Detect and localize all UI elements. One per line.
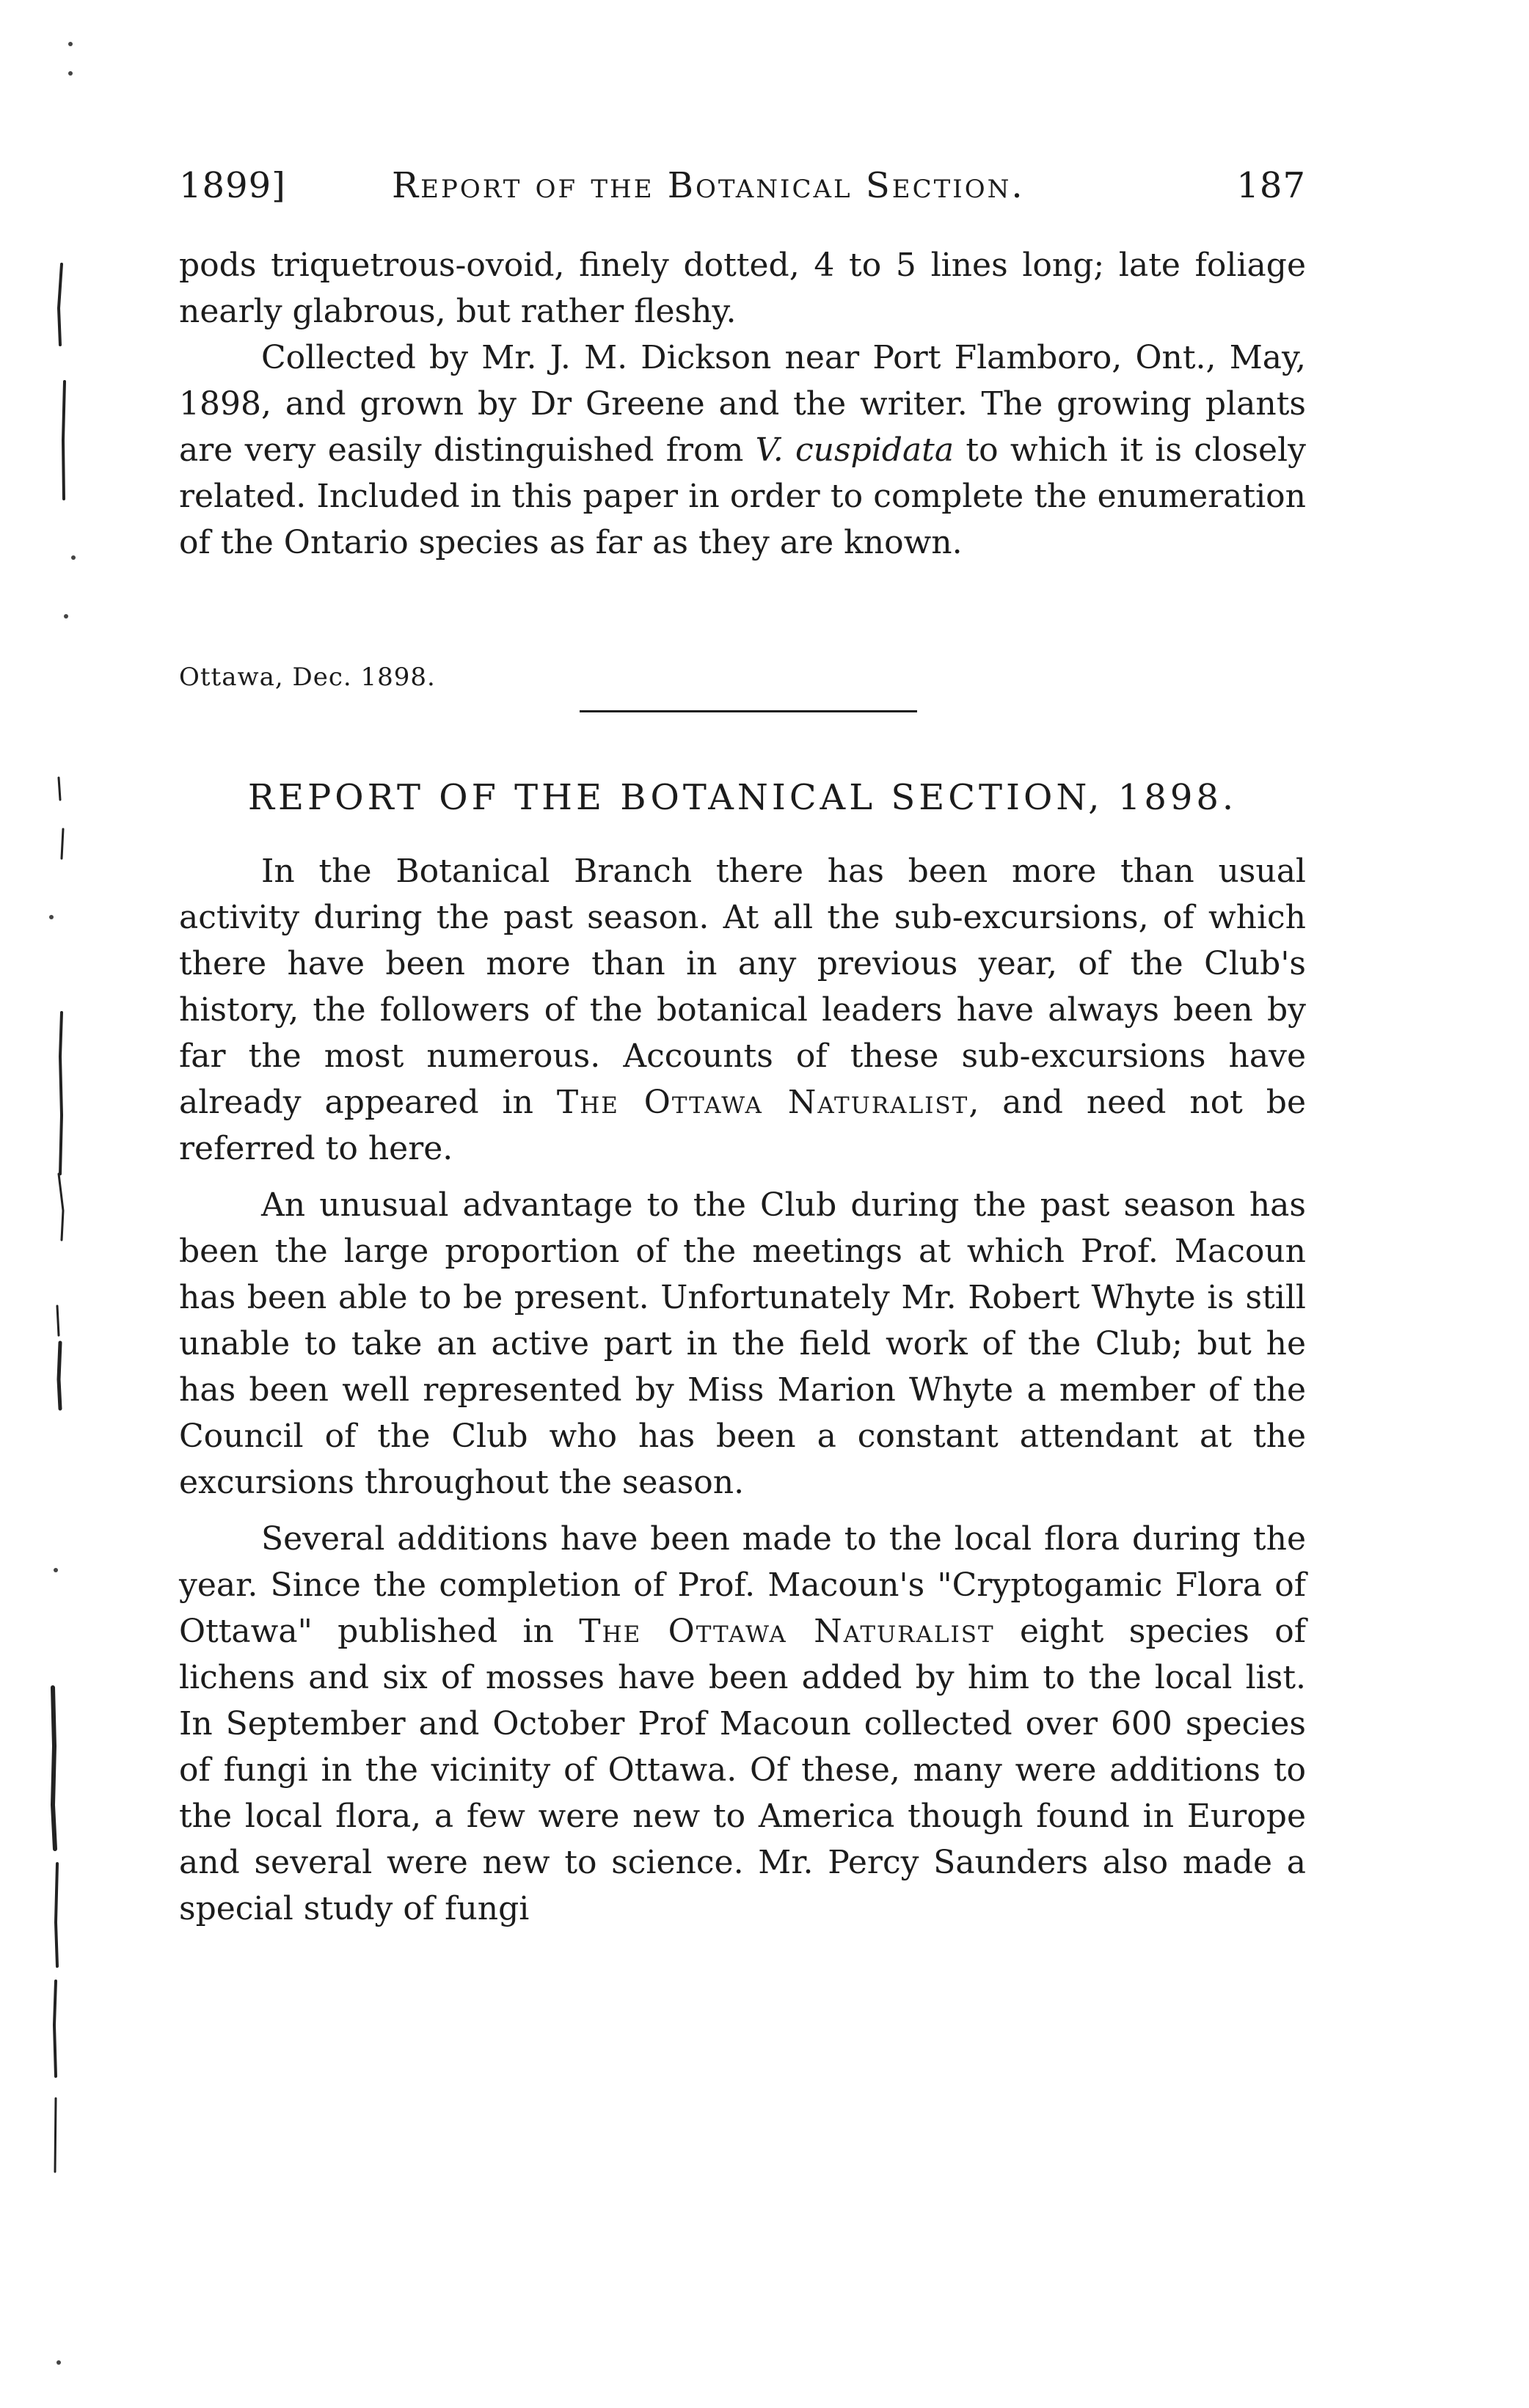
section-body	[179, 848, 1306, 1932]
paragraph-additions-post: eight species of lichens and six of mosses have been added by him to the local list. In September and October Prof Macoun collected over 600 species of fungi in the vicinity of Ottawa. Of these, many were additions to the local flora, a few were new to America though found in Europe and several were new to science. Mr. Percy Saunders also made a special study of fungi	[179, 1613, 1306, 1927]
continued-text	[179, 242, 1306, 566]
paragraph-collected-post: to which it is closely related. Included in this paper in order to complete the enumeration of the Ontario species as far as they are known.	[179, 431, 1306, 561]
running-header	[179, 160, 1306, 211]
paragraph-botanical-branch-post: , and need not be referred to here.	[179, 1084, 1306, 1167]
page-number: 187	[1236, 165, 1306, 206]
section-title: REPORT OF THE BOTANICAL SECTION, 1898.	[247, 777, 1238, 818]
header-year: 1899]	[179, 165, 286, 206]
paragraph-collected	[179, 335, 1306, 566]
species-name-italic: V. cuspidata	[755, 431, 955, 469]
paragraph-collected-pre: Collected by Mr. J. M. Dickson near Port Flamboro, Ont., May, 1898, and grown by Dr Greene and the writer. The growing plants are very easily distinguished from	[179, 339, 1306, 469]
scan-margin-marks	[0, 0, 88, 2408]
paragraph-additions-pre: Several additions have been made to the local flora during the year. Since the completion of Prof. Macoun's "Cryptogamic Flora of Ottawa" published in	[179, 1520, 1306, 1650]
dateline: Ottawa, Dec. 1898.	[179, 663, 436, 692]
paragraph-botanical-branch	[179, 848, 1306, 1172]
header-title: Report of the Botanical Section.	[392, 165, 1025, 206]
paragraph-additions	[179, 1516, 1306, 1932]
journal-name: The Ottawa Naturalist	[579, 1613, 995, 1650]
scan-edge-artifacts	[0, 0, 88, 2408]
section-divider	[580, 710, 917, 712]
paragraph-botanical-branch-pre: In the Botanical Branch there has been more than usual activity during the past season. At all the sub-excursions, of which there have been more than in any previous year, of the Club's history, the followers of the botanical leaders have always been by far the most numerous. Accounts of these sub-excursions have already appeared in	[179, 853, 1306, 1121]
journal-name: The Ottawa Naturalist	[556, 1084, 969, 1121]
paragraph-continued: pods triquetrous-ovoid, finely dotted, 4 to 5 lines long; late foliage nearly glabrous, but rather fleshy.	[179, 247, 1306, 330]
paragraph-advantage: An unusual advantage to the Club during the past season has been the large proportion of the meetings at which Prof. Macoun has been able to be present. Unfortunately Mr. Robert Whyte is still unable to take an active part in the field work of the Club; but he has been well represented by Miss Marion Whyte a member of the Council of the Club who has been a constant attendant at the excursions throughout the season.	[179, 1186, 1306, 1501]
